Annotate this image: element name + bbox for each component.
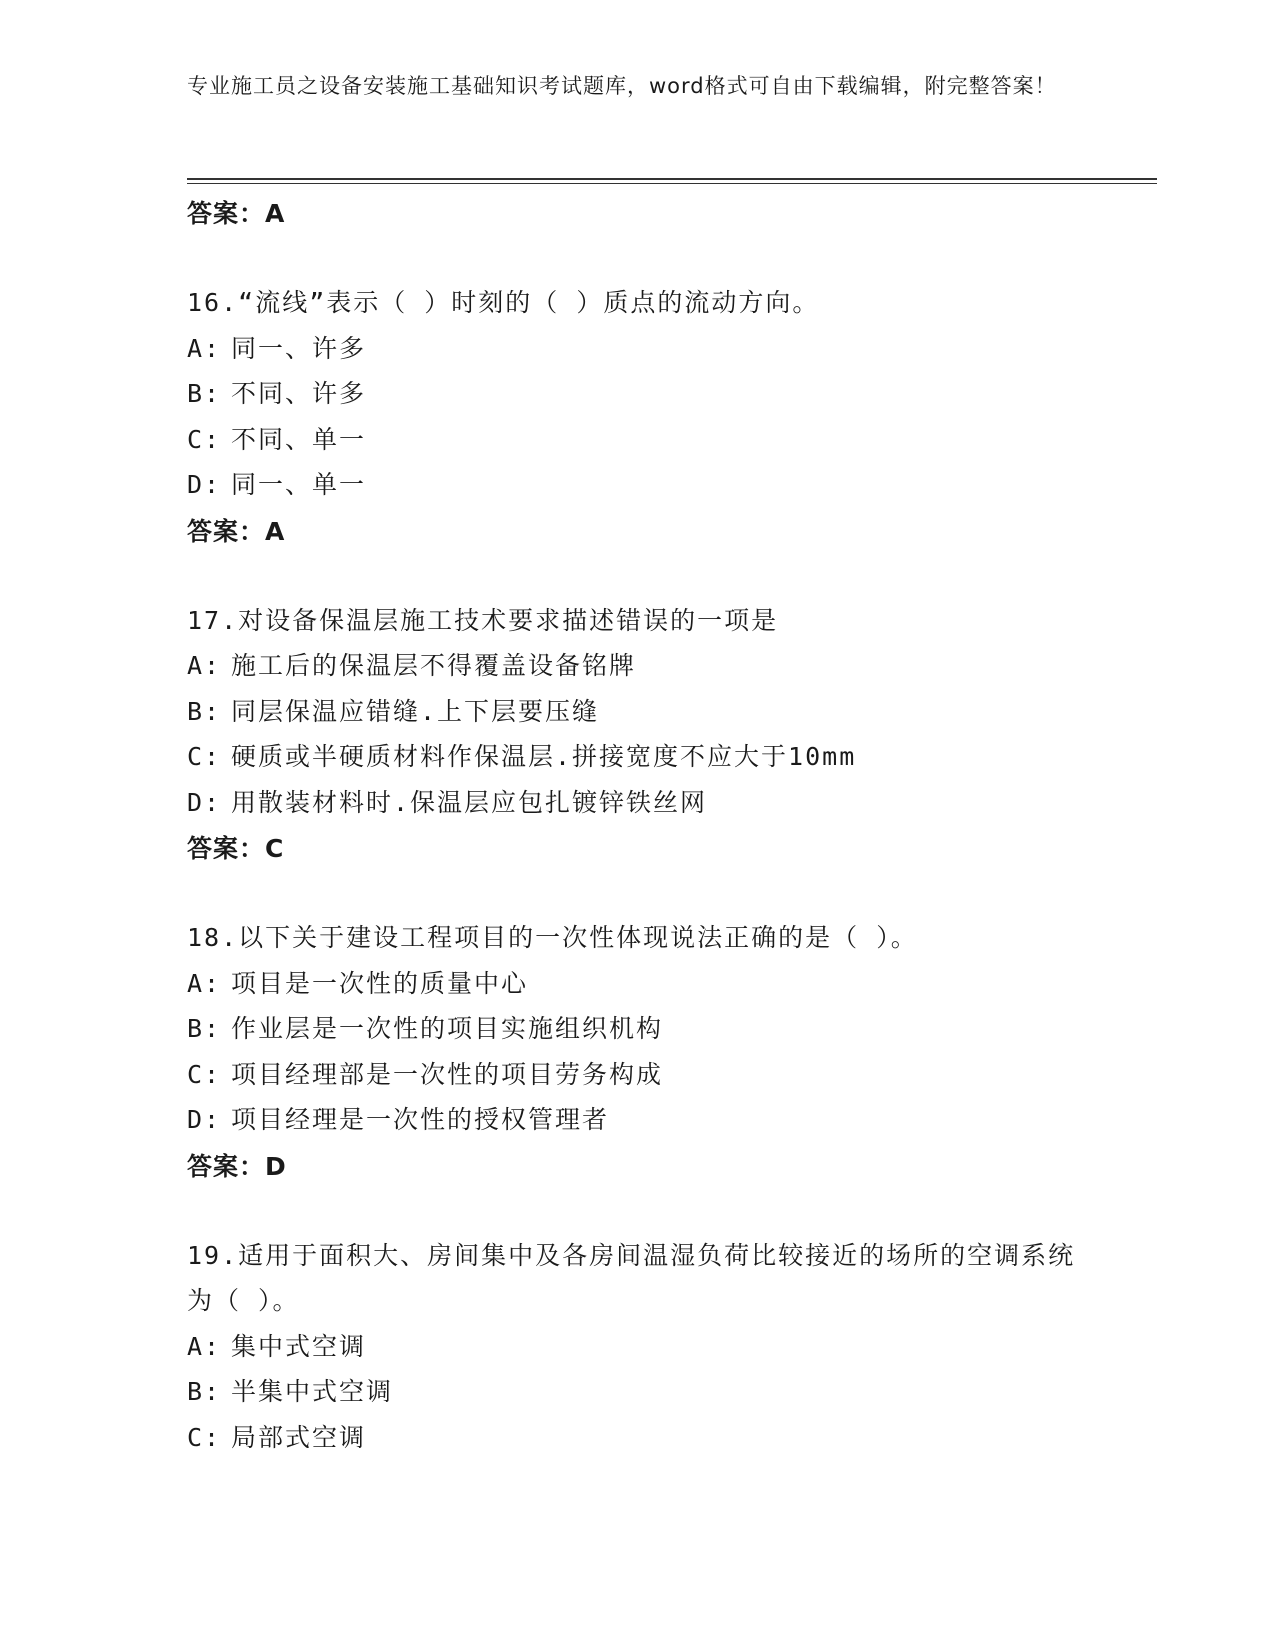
option-item <box>187 780 1087 826</box>
question-text: 19.适用于面积大、房间集中及各房间温湿负荷比较接近的场所的空调系统为（ ）。 <box>187 1240 1076 1315</box>
answer-line: 答案：A <box>187 199 286 228</box>
question-text: 16.“流线”表示（ ）时刻的（ ）质点的流动方向。 <box>187 288 820 317</box>
option-item <box>187 371 1087 417</box>
header-divider-thin <box>187 183 1157 184</box>
option-letter: A: <box>187 1331 222 1361</box>
option-text: 半集中式空调 <box>231 1377 394 1406</box>
option-text: 不同、单一 <box>231 424 367 454</box>
option-text: 作业层是一次性的项目实施组织机构 <box>231 1014 664 1043</box>
question-block <box>187 915 1087 1191</box>
option-item <box>187 1324 1087 1370</box>
option-letter: D: <box>187 787 222 817</box>
option-item <box>187 1369 1087 1415</box>
option-letter: D: <box>187 470 222 499</box>
option-letter: C: <box>187 742 222 771</box>
answer-line: 答案：A <box>187 516 286 546</box>
question-block <box>187 280 1087 556</box>
option-letter: B: <box>187 696 222 726</box>
option-text: 项目经理是一次性的授权管理者 <box>231 1105 610 1134</box>
option-text: 施工后的保温层不得覆盖设备铭牌 <box>231 651 637 680</box>
option-text: 项目经理部是一次性的项目劳务构成 <box>231 1059 664 1089</box>
question-text: 18.以下关于建设工程项目的一次性体现说法正确的是（ ）。 <box>187 923 918 952</box>
option-item <box>187 417 1087 463</box>
option-item <box>187 1006 1087 1052</box>
question-block <box>187 1233 1087 1461</box>
option-letter: C: <box>187 424 222 454</box>
option-text: 同一、许多 <box>231 333 367 363</box>
option-item <box>187 1052 1087 1098</box>
option-item <box>187 643 1087 689</box>
option-letter: B: <box>187 379 222 408</box>
option-letter: C: <box>187 1059 222 1089</box>
option-letter: D: <box>187 1105 222 1134</box>
option-letter: A: <box>187 968 222 998</box>
option-letter: B: <box>187 1377 222 1406</box>
answer-line: 答案：C <box>187 834 285 863</box>
answer-line: 答案：D <box>187 1151 287 1181</box>
question-text: 17.对设备保温层施工技术要求描述错误的一项是 <box>187 605 779 635</box>
option-letter: B: <box>187 1014 222 1043</box>
option-letter: C: <box>187 1422 222 1452</box>
option-item <box>187 734 1087 780</box>
document-header: 专业施工员之设备安装施工基础知识考试题库，word格式可自由下载编辑，附完整答案！ <box>187 74 1057 98</box>
option-text: 集中式空调 <box>231 1331 367 1361</box>
option-item <box>187 1415 1087 1461</box>
option-item <box>187 462 1087 508</box>
option-item <box>187 326 1087 372</box>
option-text: 同层保温应错缝.上下层要压缝 <box>231 696 600 726</box>
question-block <box>187 598 1087 874</box>
option-item <box>187 1097 1087 1143</box>
question-list <box>187 190 1087 1460</box>
option-letter: A: <box>187 333 222 363</box>
option-letter: A: <box>187 651 222 680</box>
option-text: 用散装材料时.保温层应包扎镀锌铁丝网 <box>231 787 708 817</box>
option-text: 局部式空调 <box>231 1422 367 1452</box>
option-text: 项目是一次性的质量中心 <box>231 968 529 998</box>
header-divider <box>187 178 1157 180</box>
option-item <box>187 689 1087 735</box>
option-item <box>187 961 1087 1007</box>
option-text: 硬质或半硬质材料作保温层.拼接宽度不应大于10mm <box>231 742 857 771</box>
option-text: 同一、单一 <box>231 470 367 499</box>
option-text: 不同、许多 <box>231 379 367 408</box>
